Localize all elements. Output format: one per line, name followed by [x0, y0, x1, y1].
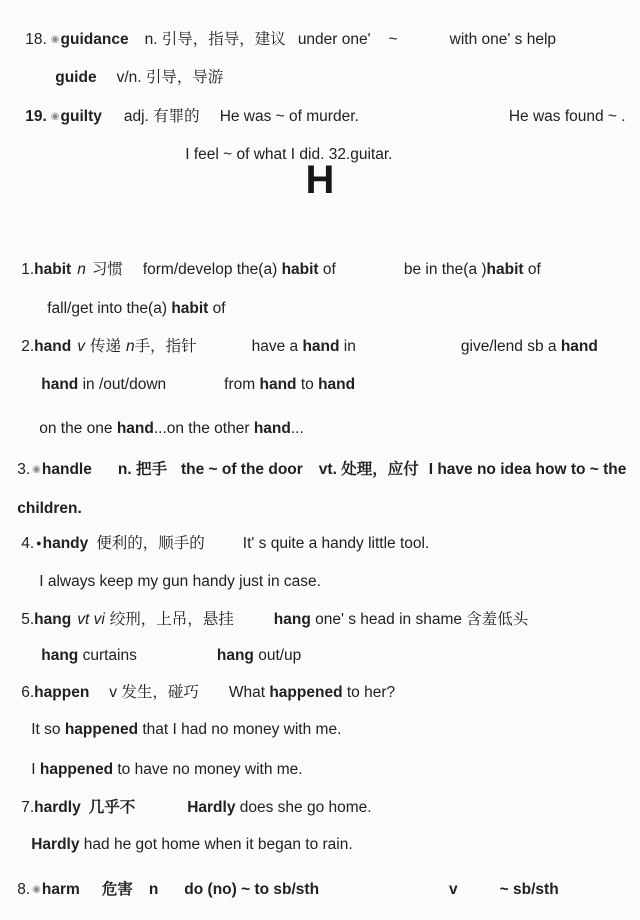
example-keyword: hand: [41, 376, 79, 393]
example: to her?: [342, 684, 396, 701]
example: have a: [251, 338, 303, 355]
entry-number: 5.: [21, 611, 35, 628]
definition: 手，指针: [134, 338, 197, 355]
example: to: [296, 376, 319, 393]
entry-handle: [0, 440, 626, 500]
example: give/lend sb a: [460, 338, 561, 355]
example: in: [339, 338, 356, 355]
example: ...on the other: [153, 420, 254, 437]
headword: happen: [34, 684, 90, 701]
entry-number: 2.: [21, 338, 35, 355]
example: the ~ of the door: [180, 461, 303, 478]
headword: hardly: [34, 799, 81, 816]
example-keyword: hand: [560, 338, 598, 355]
example-keyword: Hardly: [31, 836, 80, 853]
example: of: [523, 261, 541, 278]
example: in /out/down: [78, 376, 167, 393]
entry-harm: [0, 860, 559, 920]
ring-bullet-icon: ◉: [32, 884, 41, 895]
headword: habit: [34, 261, 72, 278]
pos-label: vt vi: [77, 611, 105, 628]
example-keyword: Hardly: [187, 799, 236, 816]
headword: handy: [42, 535, 89, 552]
example-keyword: hand: [318, 376, 356, 393]
example-keyword: habit: [281, 261, 319, 278]
example-keyword: happened: [64, 721, 139, 738]
example: to have no money with me.: [113, 761, 303, 778]
example: ~ sb/sth: [499, 881, 559, 898]
entry-number: 3.: [17, 461, 31, 478]
definition: 绞刑，上吊，悬挂: [109, 611, 234, 628]
example-keyword: hang: [41, 647, 79, 664]
ring-bullet-icon: ◉: [50, 34, 60, 45]
headword: guilty: [60, 108, 102, 125]
example: He was ~ of murder.: [219, 108, 359, 125]
example-keyword: habit: [171, 300, 209, 317]
example: on the one: [39, 420, 117, 437]
example: of: [318, 261, 336, 278]
example: do (no) ~ to sb/sth: [184, 881, 320, 898]
headword: hang: [34, 611, 72, 628]
definition: 传递: [89, 338, 121, 355]
pos-label: v: [449, 881, 458, 898]
definition: vt. 处理，应付: [318, 461, 419, 478]
example-keyword: hand: [259, 376, 297, 393]
example-keyword: hang: [273, 611, 311, 628]
ring-bullet-icon: ◉: [32, 464, 41, 475]
example-keyword: happened: [39, 761, 114, 778]
example: form/develop the(a): [142, 261, 282, 278]
example: does she go home.: [235, 799, 372, 816]
definition: n. 把手: [117, 461, 167, 478]
headword: harm: [41, 881, 80, 898]
example-keyword: habit: [486, 261, 524, 278]
example: fall/get into the(a): [47, 300, 172, 317]
headword: handle: [41, 461, 92, 478]
pos-label: n: [148, 881, 159, 898]
example-keyword: hand: [116, 420, 154, 437]
definition: adj. 有罪的: [123, 108, 200, 125]
definition: 习惯: [91, 261, 123, 278]
example: It' s quite a handy little tool.: [242, 535, 430, 552]
pos-label: v: [77, 338, 85, 355]
example: I feel ~ of what I did. 32.guitar.: [185, 146, 393, 163]
example: out/up: [253, 647, 302, 664]
example: ~: [388, 31, 398, 48]
pos-label: n: [77, 261, 86, 278]
headword: guide: [55, 69, 97, 86]
dot-bullet-icon: ●: [36, 538, 42, 548]
example: What: [228, 684, 270, 701]
example-keyword: happened: [269, 684, 343, 701]
entry-number: 19.: [25, 108, 47, 125]
example: I have no idea how to ~ the: [428, 461, 627, 478]
entry-number: 8.: [17, 881, 31, 898]
example: one' s head in shame 含羞低头: [310, 611, 529, 628]
example: He was found ~ .: [508, 108, 626, 125]
example: under one': [297, 31, 371, 48]
headword: hand: [34, 338, 72, 355]
entry-number: 4.: [21, 535, 35, 552]
example: be in the(a ): [403, 261, 487, 278]
entry-number: 1.: [21, 261, 35, 278]
example: from: [224, 376, 260, 393]
definition: v/n. 引导，导游: [116, 69, 224, 86]
definition: 便利的，顺手的: [96, 535, 205, 552]
entry-number: 7.: [21, 799, 35, 816]
example: I: [31, 761, 40, 778]
example: that I had no money with me.: [138, 721, 342, 738]
entry-number: 18.: [25, 31, 47, 48]
example: curtains: [78, 647, 137, 664]
example: It so: [31, 721, 65, 738]
section-letter-heading: H: [305, 158, 335, 202]
example-keyword: hand: [302, 338, 340, 355]
example: with one' s help: [449, 31, 557, 48]
definition: v 发生，碰巧: [109, 684, 199, 701]
example: children.: [17, 500, 82, 517]
headword: guidance: [60, 31, 129, 48]
example-keyword: hand: [253, 420, 291, 437]
example: had he got home when it began to rain.: [79, 836, 353, 853]
example: ...: [290, 420, 304, 437]
definition: n. 引导，指导，建议: [144, 31, 286, 48]
definition: 几乎不: [88, 799, 136, 816]
entry-number: 6.: [21, 684, 35, 701]
definition: 危害: [101, 881, 133, 898]
example: of: [208, 300, 226, 317]
example-keyword: hang: [216, 647, 254, 664]
pos-label: n: [125, 338, 135, 355]
ring-bullet-icon: ◉: [50, 111, 60, 122]
example: I always keep my gun handy just in case.: [39, 573, 321, 590]
